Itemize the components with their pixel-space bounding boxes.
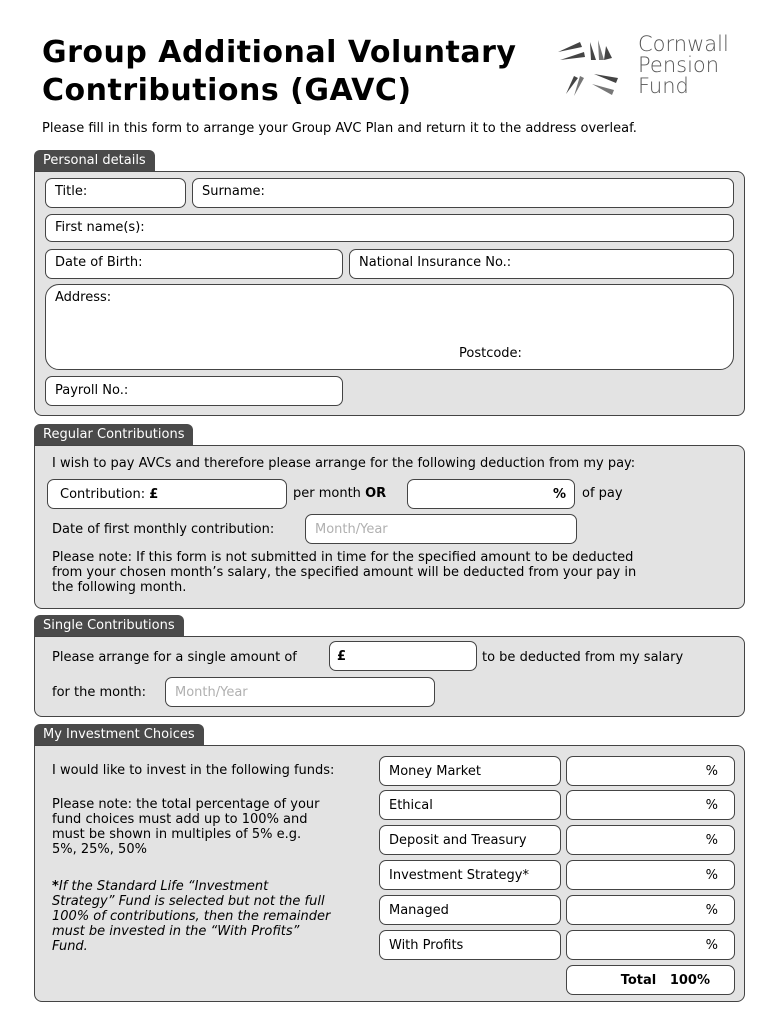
form-title	[42, 34, 516, 110]
fund-percent-managed[interactable]	[566, 895, 735, 925]
investment-note-line: fund choices must add up to 100% and	[52, 812, 308, 827]
standard-life-note-line: must be invested in the “With Profits”	[52, 924, 300, 939]
fund-percent-ethical[interactable]	[566, 790, 735, 820]
fund-name-money-market: Money Market	[379, 756, 561, 786]
total-text	[621, 966, 710, 995]
investment-choices-tab: My Investment Choices	[34, 724, 204, 746]
address-label: Address:	[55, 290, 112, 305]
payroll-number-label: Payroll No.:	[55, 383, 129, 398]
surname-field[interactable]	[192, 178, 734, 208]
standard-life-note-line: Strategy” Fund is selected but not the full	[52, 894, 325, 909]
first-date-label: Date of first monthly contribution:	[52, 522, 275, 537]
regular-contributions-tab: Regular Contributions	[34, 424, 193, 446]
postcode-label: Postcode:	[459, 346, 522, 361]
total-label: Total	[620, 973, 657, 988]
logo-text	[638, 34, 729, 97]
single-amount-label: Please arrange for a single amount of	[52, 650, 297, 665]
national-insurance-field[interactable]	[349, 249, 734, 279]
logo-mark-icon	[556, 38, 626, 100]
date-of-birth-label: Date of Birth:	[55, 255, 143, 270]
standard-life-note	[52, 879, 330, 954]
title-label: Title:	[55, 184, 88, 199]
personal-details-panel	[34, 171, 745, 416]
logo-line3: Fund	[638, 74, 689, 98]
single-contributions-panel	[34, 636, 745, 717]
title-field[interactable]	[45, 178, 186, 208]
per-month-text	[293, 486, 386, 501]
regular-note-line2: from your chosen month’s salary, the specified amount will be deducted from your pay in	[52, 565, 637, 580]
fund-percent-deposit-treasury[interactable]	[566, 825, 735, 855]
national-insurance-label: National Insurance No.:	[359, 255, 512, 270]
fund-percent-sign: %	[705, 764, 718, 779]
single-amount-field[interactable]	[329, 641, 477, 671]
investment-note	[52, 797, 319, 857]
logo-line2: Pension	[638, 53, 720, 77]
investment-intro-text: I would like to invest in the following funds:	[52, 763, 335, 778]
fund-percent-investment-strategy[interactable]	[566, 860, 735, 890]
investment-note-line: 5%, 25%, 50%	[52, 842, 147, 857]
regular-note	[52, 550, 636, 595]
address-field[interactable]	[45, 284, 734, 370]
fund-percent-sign: %	[705, 798, 718, 813]
or-label: OR	[365, 486, 387, 501]
form-title-line2: Contributions (GAVC)	[42, 73, 412, 108]
personal-details-tab: Personal details	[34, 150, 155, 172]
cornwall-pension-fund-logo	[556, 34, 746, 104]
standard-life-note-line: If the Standard Life “Investment	[58, 879, 269, 894]
contribution-label: Contribution:	[60, 487, 146, 502]
fund-percent-sign: %	[705, 938, 718, 953]
fund-percent-sign: %	[705, 903, 718, 918]
fund-percent-with-profits[interactable]	[566, 930, 735, 960]
single-deducted-label: to be deducted from my salary	[482, 650, 684, 665]
single-month-field[interactable]: Month/Year	[165, 677, 435, 707]
investment-note-line: Please note: the total percentage of your	[52, 797, 320, 812]
of-pay-label: of pay	[582, 486, 623, 501]
regular-contributions-panel	[34, 445, 745, 609]
pound-sign: £	[149, 487, 159, 502]
first-name-field[interactable]	[45, 214, 734, 242]
fund-name-managed: Managed	[379, 895, 561, 925]
investment-choices-panel	[34, 745, 745, 1002]
logo-line1: Cornwall	[638, 32, 729, 56]
first-name-label: First name(s):	[55, 220, 145, 235]
fund-percent-sign: %	[705, 868, 718, 883]
star-marker: *	[52, 879, 59, 894]
percent-of-pay-field[interactable]	[407, 479, 575, 509]
standard-life-note-line: 100% of contributions, then the remainder	[52, 909, 331, 924]
surname-label: Surname:	[202, 184, 265, 199]
total-box	[566, 965, 735, 995]
form-title-line1: Group Additional Voluntary	[42, 35, 517, 70]
fund-name-investment-strategy: Investment Strategy*	[379, 860, 561, 890]
single-month-label: for the month:	[52, 685, 147, 700]
fund-name-deposit-treasury: Deposit and Treasury	[379, 825, 561, 855]
percent-sign: %	[552, 487, 566, 502]
single-pound-sign: £	[337, 649, 347, 664]
regular-intro-text: I wish to pay AVCs and therefore please arrange for the following deduction from my pay:	[52, 456, 636, 471]
fund-name-with-profits: With Profits	[379, 930, 561, 960]
fund-percent-sign: %	[705, 833, 718, 848]
single-contributions-tab: Single Contributions	[34, 615, 184, 637]
payroll-number-field[interactable]	[45, 376, 343, 406]
standard-life-note-line: Fund.	[52, 939, 88, 954]
regular-note-line3: the following month.	[52, 580, 187, 595]
first-date-field[interactable]: Month/Year	[305, 514, 577, 544]
fund-percent-money-market[interactable]	[566, 756, 735, 786]
regular-note-line1: Please note: If this form is not submitted in time for the specified amount to be deducted	[52, 550, 634, 565]
contribution-amount-field[interactable]	[47, 479, 287, 509]
date-of-birth-field[interactable]	[45, 249, 343, 279]
fund-name-ethical: Ethical	[379, 790, 561, 820]
per-month-label: per month	[293, 486, 361, 501]
investment-note-line: must be shown in multiples of 5% e.g.	[52, 827, 302, 842]
total-value: 100%	[669, 973, 710, 988]
intro-text: Please fill in this form to arrange your Group AVC Plan and return it to the address overleaf.	[42, 121, 637, 136]
